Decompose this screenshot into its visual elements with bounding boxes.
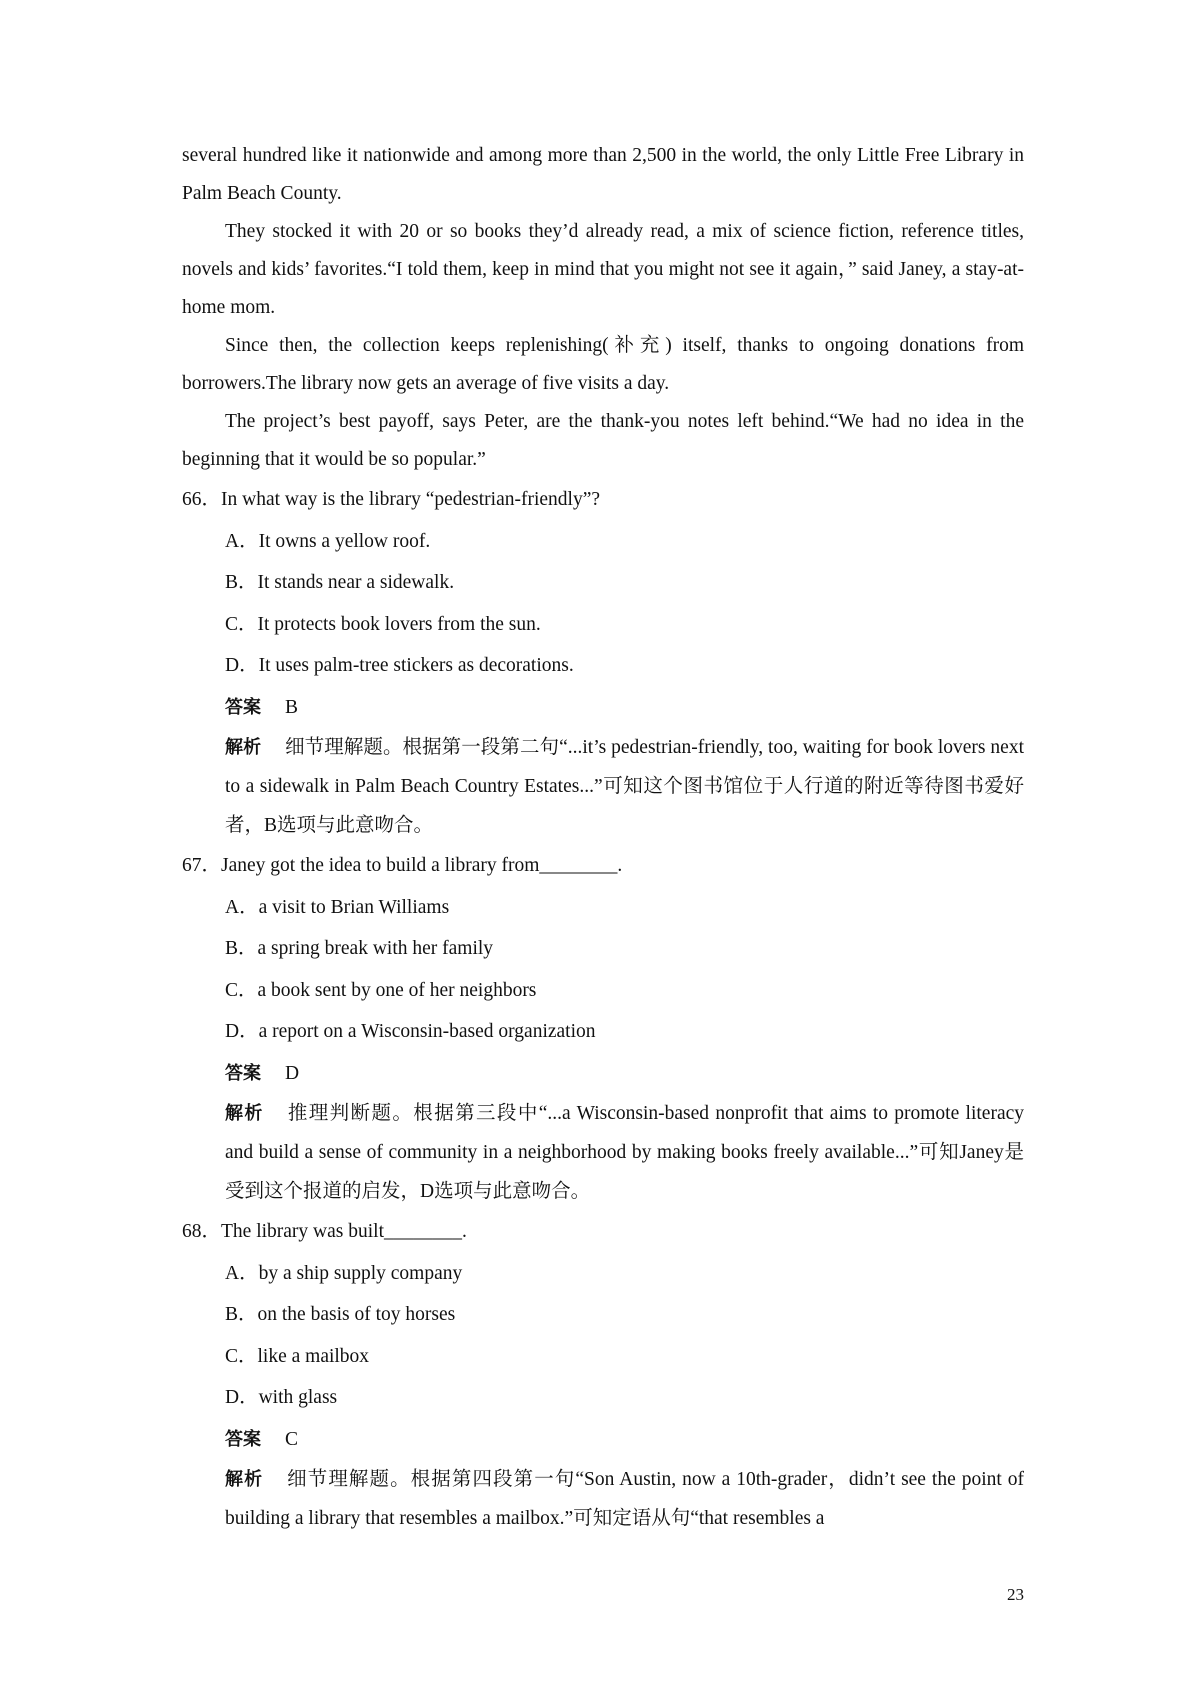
- answer-value: D: [285, 1062, 300, 1084]
- passage-paragraph-3: Since then, the collection keeps replenishing(补充) itself, thanks to ongoing donations from borrowers.The library now gets an average of five visits a day.: [182, 335, 1024, 394]
- analysis-text: 推理判断题。根据第三段中“...a Wisconsin-based nonprofit that aims to promote literacy and build a sense of community in a neighborhood by making books freely available...”可知Janey是受到这个报道的启发，D选项与此意吻合。: [225, 1103, 1025, 1202]
- answer-label: 答案: [225, 696, 261, 718]
- passage-paragraph-4: The project’s best payoff, says Peter, are the thank-you notes left behind.“We had no idea in the beginning that it would be so popular.”: [182, 411, 1024, 470]
- question-68-stem: 68．The library was built________.: [182, 1221, 467, 1242]
- question-68-answer: [182, 1419, 1024, 1461]
- analysis-label: 解析: [225, 1469, 264, 1490]
- question-68-option-b: B．on the basis of toy horses: [225, 1304, 456, 1325]
- page-number: 23: [1007, 1585, 1024, 1604]
- question-67-analysis: [182, 1094, 1024, 1211]
- question-66-analysis: [182, 728, 1024, 845]
- question-68-option-d: D．with glass: [225, 1387, 338, 1408]
- analysis-label: 解析: [225, 1103, 264, 1124]
- answer-value: C: [285, 1428, 299, 1450]
- page-content: [182, 137, 1024, 1538]
- question-68-option-c: C．like a mailbox: [225, 1345, 370, 1367]
- question-68-analysis: [182, 1460, 1024, 1538]
- question-66-option-d: D．It uses palm-tree stickers as decorations.: [225, 655, 574, 676]
- passage-paragraph-1: several hundred like it nationwide and among more than 2,500 in the world, the only Little Free Library in Palm Beach County.: [182, 145, 1024, 204]
- passage-paragraph-2: They stocked it with 20 or so books they’d already read, a mix of science fiction, reference titles, novels and kids’ favorites.“I told them, keep in mind that you might not see it again，” said Janey, a stay-at-home mom.: [182, 221, 1024, 318]
- analysis-label: 解析: [225, 737, 262, 758]
- question-66-option-a: A．It owns a yellow roof.: [225, 530, 431, 552]
- answer-label: 答案: [225, 1428, 261, 1450]
- question-67-answer: [182, 1053, 1024, 1095]
- answer-value: B: [285, 696, 299, 718]
- question-66-answer: [182, 687, 1024, 729]
- answer-label: 答案: [225, 1062, 261, 1084]
- question-67-option-a: A．a visit to Brian Williams: [225, 896, 450, 918]
- question-67-option-d: D．a report on a Wisconsin-based organization: [225, 1021, 596, 1042]
- question-66-option-c: C．It protects book lovers from the sun.: [225, 613, 541, 635]
- question-67-option-c: C．a book sent by one of her neighbors: [225, 979, 537, 1001]
- question-67-option-b: B．a spring break with her family: [225, 938, 494, 959]
- question-67-stem: 67．Janey got the idea to build a library from________.: [182, 855, 623, 876]
- question-66-option-b: B．It stands near a sidewalk.: [225, 572, 455, 593]
- question-68-option-a: A．by a ship supply company: [225, 1262, 463, 1284]
- analysis-text: 细节理解题。根据第一段第二句“...it’s pedestrian-friendly, too, waiting for book lovers next to a sidewalk in Palm Beach Country Estates...”可知这个图书馆位于人行道的附近等待图书爱好者，B选项与此意吻合。: [225, 737, 1024, 836]
- analysis-text: 细节理解题。根据第四段第一句“Son Austin, now a 10th-grader，didn’t see the point of building a library that resembles a mailbox.”可知定语从句“that resembles a: [225, 1469, 1024, 1529]
- question-66-stem: 66．In what way is the library “pedestrian-friendly”?: [182, 489, 601, 510]
